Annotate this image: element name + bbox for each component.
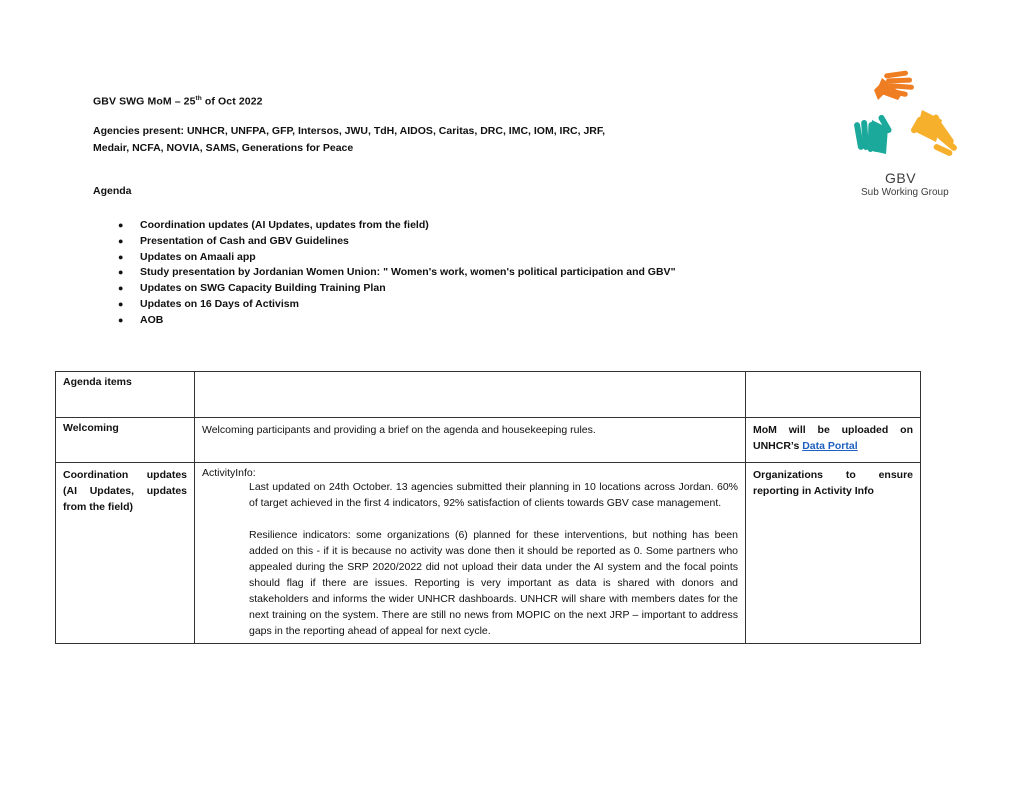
table-row — [56, 418, 921, 463]
agenda-item — [118, 265, 676, 281]
agenda-item-text: Updates on 16 Days of Activism — [140, 297, 299, 310]
bullet-icon: ● — [118, 267, 124, 278]
agenda-item-text: AOB — [140, 313, 164, 326]
row-agenda-item: Welcoming — [56, 418, 195, 463]
bullet-icon: ● — [118, 298, 124, 309]
agenda-item — [118, 218, 676, 234]
row-discussion — [195, 463, 746, 644]
agencies-line-2: Medair, NCFA, NOVIA, SAMS, Generations for Peace — [93, 142, 354, 154]
title-superscript: th — [195, 95, 202, 102]
agenda-list — [118, 218, 676, 329]
header-agenda-items: Agenda items — [56, 372, 195, 418]
agenda-item-text: Coordination updates (AI Updates, updates from the field) — [140, 219, 429, 231]
row-action — [746, 418, 921, 463]
agenda-item-text: Presentation of Cash and GBV Guidelines — [140, 234, 349, 247]
document-title — [93, 95, 263, 108]
bullet-icon: ● — [118, 235, 124, 246]
minutes-table — [55, 371, 921, 644]
agenda-item — [118, 297, 676, 313]
orange-hand-icon — [874, 70, 914, 100]
bullet-icon: ● — [118, 251, 124, 262]
agenda-item-text: Updates on SWG Capacity Building Training Plan — [140, 282, 386, 295]
agenda-item-text: Updates on Amaali app — [140, 250, 256, 263]
teal-hand-icon — [854, 114, 893, 154]
header-discussion — [195, 372, 746, 418]
discussion-paragraph-2: Resilience indicators: some organizations (6) planned for these interventions, but nothing has been added on this - if it is because no activity was done then it should be reported as 0. Some partners who appealed during the SRP 2020/2022 did not upload their data under the AI system and the focal points should flag if there are issues. Reporting is very important as data is shared with donors and stakeholders and informs the wider UNHCR dashboards. UNHCR will share with members dates for the next training on the system. There are still no news from MOPIC on the next JRP – important to address gaps in the reporting ahead of appeal for next cycle. — [249, 529, 738, 637]
logo-subtitle: Sub Working Group — [861, 187, 949, 198]
table-header-row — [56, 372, 921, 418]
bullet-icon: ● — [118, 314, 124, 325]
paragraph-spacer — [202, 511, 738, 527]
data-portal-link[interactable]: Data Portal — [802, 440, 858, 452]
agenda-item — [118, 234, 676, 250]
logo-title: GBV — [885, 170, 917, 186]
yellow-hand-icon — [910, 110, 958, 157]
agenda-item — [118, 250, 676, 266]
activityinfo-label: ActivityInfo: — [202, 467, 256, 479]
action-text: MoM will be uploaded on UNHCR’s — [753, 424, 913, 452]
bullet-icon: ● — [118, 220, 124, 230]
agencies-line-1: Agencies present: UNHCR, UNFPA, GFP, Intersos, JWU, TdH, AIDOS, Caritas, DRC, IMC, IOM, IRC, JRF, — [93, 125, 606, 137]
row-discussion: Welcoming participants and providing a brief on the agenda and housekeeping rules. — [195, 418, 746, 463]
header-actions — [746, 372, 921, 418]
title-date: of Oct 2022 — [201, 95, 263, 108]
row-action: Organizations to ensure reporting in Activity Info — [746, 463, 921, 644]
agenda-heading: Agenda — [93, 185, 132, 197]
table-row — [56, 463, 921, 644]
row-agenda-item: Coordination updates (AI Updates, updates from the field) — [56, 463, 195, 644]
discussion-paragraph-1: Last updated on 24th October. 13 agencies submitted their planning in 10 locations across Jordan. 60% of target achieved in the first 4 indicators, 92% satisfaction of clients towards GBV case management. — [249, 481, 738, 509]
bullet-icon: ● — [118, 283, 124, 294]
agenda-item-text: Study presentation by Jordanian Women Union: " Women's work, women's political participation and GBV" — [140, 266, 676, 279]
agenda-item — [118, 313, 676, 329]
agencies-present — [93, 123, 673, 157]
title-text: GBV SWG MoM – 25 — [93, 95, 196, 108]
agenda-item — [118, 281, 676, 297]
